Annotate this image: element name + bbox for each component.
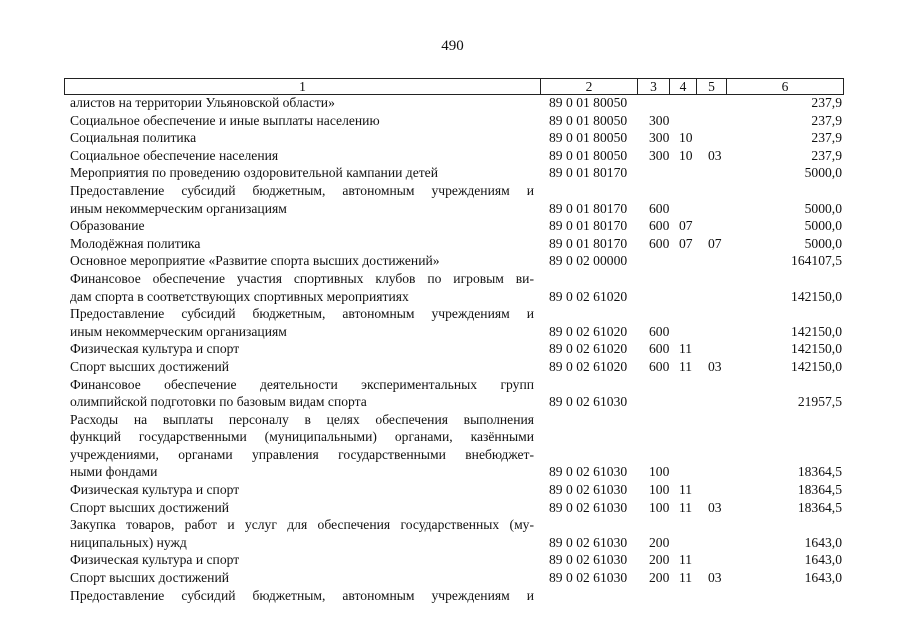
row-section: 11	[679, 358, 693, 374]
row-subsection: 07	[708, 235, 722, 251]
row-expense-type: 600	[649, 218, 670, 234]
row-target-code: 89 0 02 61030	[549, 534, 628, 550]
row-amount: 18364,5	[797, 482, 842, 498]
row-description: Социальная политика	[70, 130, 197, 146]
table-row	[68, 288, 848, 306]
table-row	[68, 534, 848, 552]
row-amount: 21957,5	[797, 394, 842, 410]
row-description: Социальное обеспечение и иные выплаты населению	[70, 112, 380, 128]
column-header-2: 2	[541, 79, 638, 95]
page-number: 490	[441, 38, 464, 54]
row-description: иным некоммерческим организациям	[70, 200, 287, 216]
row-amount: 18364,5	[797, 464, 842, 480]
row-description: Предоставление субсидий бюджетным, автономным учреждениям и	[70, 306, 534, 322]
table-row	[68, 393, 848, 411]
table-row	[68, 446, 848, 464]
row-amount: 164107,5	[791, 253, 842, 269]
row-description: Спорт высших достижений	[70, 499, 229, 515]
row-description: ниципальных) нужд	[70, 534, 187, 550]
row-expense-type: 300	[649, 130, 670, 146]
row-target-code: 89 0 02 61030	[549, 394, 628, 410]
row-description: Предоставление субсидий бюджетным, автономным учреждениям и	[70, 182, 534, 198]
row-amount: 5000,0	[804, 235, 842, 251]
row-description: Основное мероприятие «Развитие спорта высших достижений»	[70, 253, 440, 269]
row-target-code: 89 0 01 80170	[549, 200, 628, 216]
row-expense-type: 600	[649, 358, 670, 374]
row-target-code: 89 0 01 80050	[549, 95, 628, 110]
row-target-code: 89 0 02 61030	[549, 482, 628, 498]
table-row	[68, 569, 848, 587]
table-row	[68, 182, 848, 200]
row-expense-type: 200	[649, 552, 670, 568]
row-amount: 142150,0	[791, 288, 842, 304]
table-row	[68, 235, 848, 253]
column-header-6: 6	[727, 79, 844, 95]
row-target-code: 89 0 02 00000	[549, 253, 628, 269]
row-target-code: 89 0 02 61020	[549, 358, 628, 374]
table-row	[68, 358, 848, 376]
row-description: Финансовое обеспечение деятельности экспериментальных групп	[70, 376, 534, 392]
row-expense-type: 600	[649, 235, 670, 251]
row-description: Финансовое обеспечение участия спортивных клубов по игровым ви-	[70, 270, 534, 286]
row-section: 10	[679, 147, 693, 163]
row-amount: 237,9	[811, 112, 842, 128]
row-amount: 142150,0	[791, 323, 842, 339]
column-header-3: 3	[638, 79, 670, 95]
row-description: Молодёжная политика	[70, 235, 201, 251]
table-row	[68, 551, 848, 569]
row-target-code: 89 0 01 80170	[549, 165, 628, 181]
row-description: Спорт высших достижений	[70, 358, 229, 374]
row-target-code: 89 0 02 61030	[549, 570, 628, 586]
budget-table-body	[68, 94, 848, 604]
row-description: учреждениями, органами управления государственными внебюджет-	[70, 446, 534, 462]
table-row	[68, 463, 848, 481]
column-header-4: 4	[670, 79, 697, 95]
table-row	[68, 587, 848, 605]
row-description: Закупка товаров, работ и услуг для обеспечения государственных (му-	[70, 517, 534, 533]
table-row	[68, 499, 848, 517]
row-target-code: 89 0 01 80170	[549, 235, 628, 251]
row-target-code: 89 0 01 80170	[549, 218, 628, 234]
row-amount: 5000,0	[804, 165, 842, 181]
row-target-code: 89 0 01 80050	[549, 147, 628, 163]
table-row	[68, 217, 848, 235]
row-amount: 237,9	[811, 130, 842, 146]
row-target-code: 89 0 02 61030	[549, 464, 628, 480]
row-target-code: 89 0 02 61020	[549, 323, 628, 339]
row-description: Расходы на выплаты персоналу в целях обеспечения выполнения	[70, 411, 534, 427]
row-subsection: 03	[708, 358, 722, 374]
row-amount: 5000,0	[804, 200, 842, 216]
row-expense-type: 100	[649, 482, 670, 498]
table-row	[68, 112, 848, 130]
table-row	[68, 411, 848, 429]
row-expense-type: 300	[649, 112, 670, 128]
row-description: Спорт высших достижений	[70, 570, 229, 586]
row-description: Социальное обеспечение населения	[70, 147, 279, 163]
row-description: Физическая культура и спорт	[70, 482, 240, 498]
table-row	[68, 164, 848, 182]
row-target-code: 89 0 02 61020	[549, 288, 628, 304]
row-expense-type: 600	[649, 323, 670, 339]
table-row	[68, 340, 848, 358]
column-header-1: 1	[65, 79, 541, 95]
row-description: дам спорта в соответствующих спортивных мероприятиях	[70, 288, 409, 304]
row-target-code: 89 0 01 80050	[549, 112, 628, 128]
row-description: функций государственными (муниципальными) органами, казёнными	[70, 429, 534, 445]
row-section: 11	[679, 570, 693, 586]
row-description: Образование	[70, 218, 145, 234]
row-amount: 1643,0	[804, 570, 842, 586]
column-header-table	[64, 78, 844, 95]
row-expense-type: 600	[649, 341, 670, 357]
table-row	[68, 516, 848, 534]
row-expense-type: 300	[649, 147, 670, 163]
row-expense-type: 200	[649, 534, 670, 550]
table-row	[68, 323, 848, 341]
row-description: Физическая культура и спорт	[70, 552, 240, 568]
table-row	[68, 252, 848, 270]
row-section: 07	[679, 235, 693, 251]
row-target-code: 89 0 02 61020	[549, 341, 628, 357]
row-subsection: 03	[708, 499, 722, 515]
table-row	[68, 129, 848, 147]
table-row	[68, 270, 848, 288]
row-expense-type: 100	[649, 464, 670, 480]
row-description: Предоставление субсидий бюджетным, автономным учреждениям и	[70, 587, 534, 603]
row-subsection: 03	[708, 147, 722, 163]
row-section: 10	[679, 130, 693, 146]
row-amount: 1643,0	[804, 534, 842, 550]
row-expense-type: 200	[649, 570, 670, 586]
row-amount: 237,9	[811, 147, 842, 163]
row-description: алистов на территории Ульяновской области»	[70, 95, 335, 110]
row-amount: 237,9	[811, 95, 842, 110]
row-target-code: 89 0 02 61030	[549, 552, 628, 568]
table-row	[68, 376, 848, 394]
column-header-row	[65, 79, 844, 95]
row-section: 07	[679, 218, 693, 234]
row-section: 11	[679, 482, 693, 498]
row-section: 11	[679, 341, 693, 357]
row-amount: 142150,0	[791, 358, 842, 374]
column-header-5: 5	[697, 79, 727, 95]
row-expense-type: 600	[649, 200, 670, 216]
row-amount: 5000,0	[804, 218, 842, 234]
row-section: 11	[679, 552, 693, 568]
row-description: иным некоммерческим организациям	[70, 323, 287, 339]
row-description: олимпийской подготовки по базовым видам спорта	[70, 394, 367, 410]
row-amount: 1643,0	[804, 552, 842, 568]
row-expense-type: 100	[649, 499, 670, 515]
table-row	[68, 481, 848, 499]
row-description: Мероприятия по проведению оздоровительной кампании детей	[70, 165, 438, 181]
table-row	[68, 147, 848, 165]
row-target-code: 89 0 02 61030	[549, 499, 628, 515]
table-row	[68, 94, 848, 112]
row-amount: 18364,5	[797, 499, 842, 515]
table-row	[68, 428, 848, 446]
table-row	[68, 200, 848, 218]
row-amount: 142150,0	[791, 341, 842, 357]
row-section: 11	[679, 499, 693, 515]
table-row	[68, 305, 848, 323]
row-description: ными фондами	[70, 464, 158, 480]
row-target-code: 89 0 01 80050	[549, 130, 628, 146]
row-description: Физическая культура и спорт	[70, 341, 240, 357]
row-subsection: 03	[708, 570, 722, 586]
